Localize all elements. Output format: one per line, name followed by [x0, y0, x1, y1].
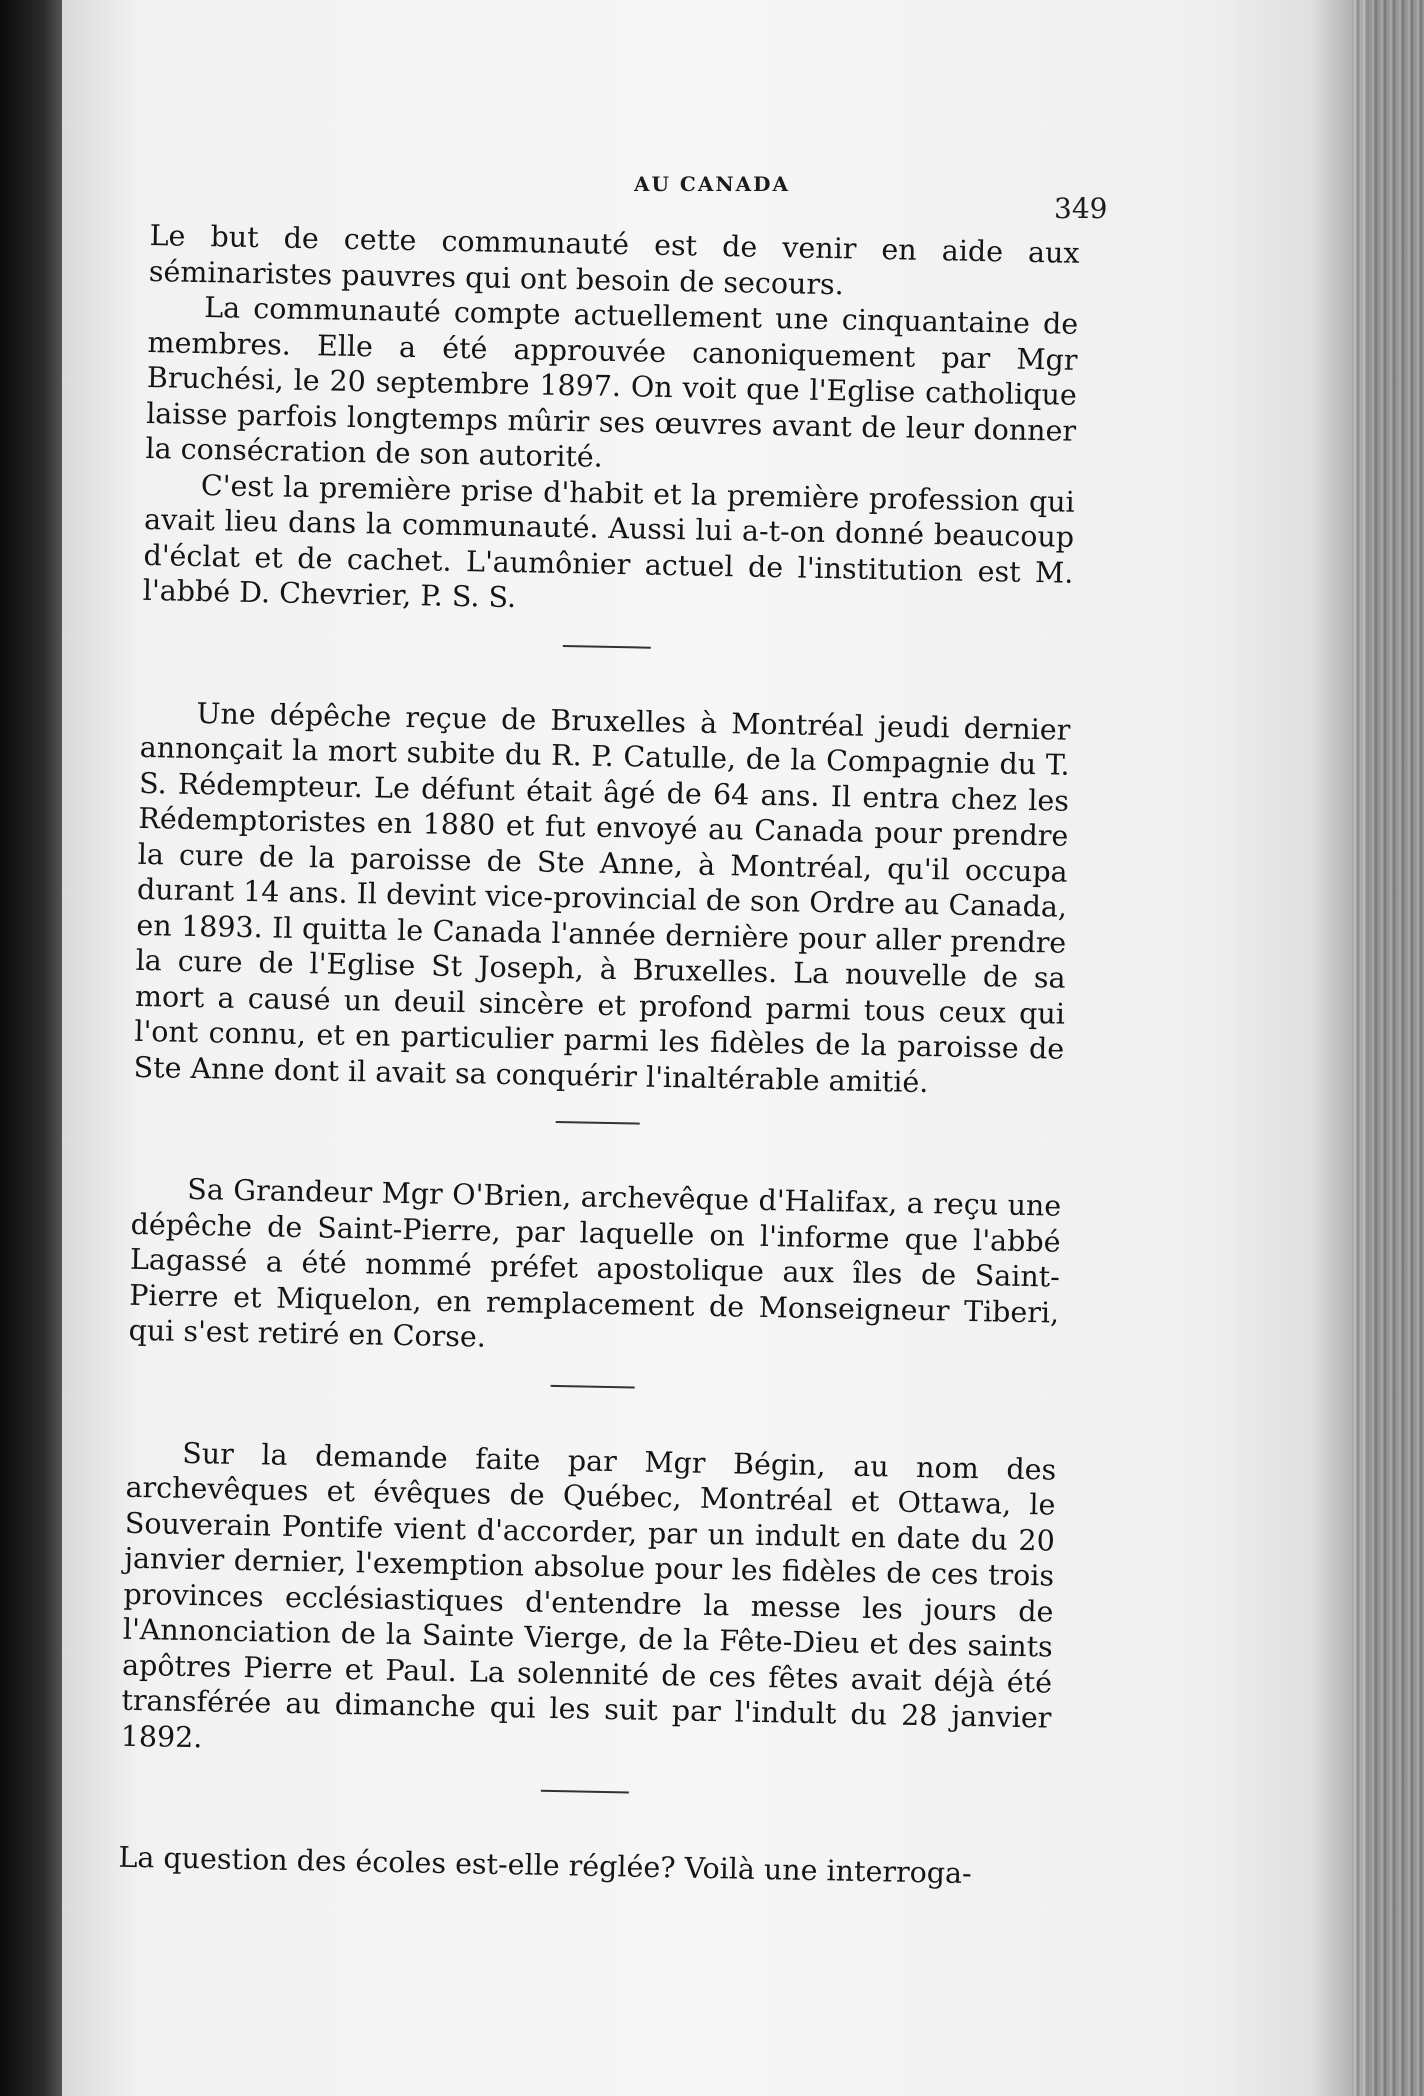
page-curl-shadow [1312, 0, 1352, 2096]
paragraph-2: La communauté compte actuellement une cinquantaine de membres. Elle a été approuvée canoniquement par Mgr Bruchési, le 20 septembre 1897. On voit que l'Eglise catholique laisse parfois longtemps mûrir ses œuvres avant de leur donner la consécration de son autorité. [145, 291, 1079, 474]
paragraph-7: La question des écoles est-elle réglée? Voilà une interroga- [118, 1840, 972, 1891]
paragraph-1: Le but de cette communauté est de venir en aide aux séminaristes pauvres qui ont besoin de secours. [148, 218, 1080, 301]
binding-edge [0, 0, 62, 2096]
running-head: AU CANADA [633, 172, 791, 196]
paragraph-4: Une dépêche reçue de Bruxelles à Montréal jeudi dernier annonçait la mort subite du R. P. Catulle, de la Compagnie du T. S. Rédempteur. Le défunt était âgé de 64 ans. Il entra chez les Rédemptoristes en 1880 et fut envoyé au Canada pour prendre la cure de la paroisse de Ste Anne, à Montréal, qu'il occupa durant 14 ans. Il devint vice-provincial de son Ordre au Canada, en 1893. Il quitta le Canada l'année dernière pour aller prendre la cure de l'Eglise St Joseph, à Bruxelles. La nouvelle de sa mort a causé un deuil sincère et profond parmi tous ceux qui l'ont connu, et en particulier parmi les fidèles de la paroisse de Ste Anne dont il avait sa conquérir l'inaltérable amitié. [133, 696, 1071, 1099]
page-number: 349 [1054, 192, 1108, 225]
section-divider [551, 1384, 635, 1388]
section-divider [563, 645, 651, 649]
paragraph-6: Sur la demande faite par Mgr Bégin, au nom des archevêques et évêques de Québec, Montréal et Ottawa, le Souverain Pontife vient d'accorder, par un indult en date du 20 janvier dernier, l'exemption absolue pour les fidèles de ces trois provinces ecclésiastiques d'entendre la messe les jours de l'Annonciation de la Sainte Vierge, de la Fête-Dieu et des saints apôtres Pierre et Paul. La solennité de ces fêtes avait déjà été transférée au dimanche qui les suit par l'indult du 28 janvier 1892. [120, 1436, 1057, 1754]
section-divider [556, 1121, 640, 1125]
paragraph-3: C'est la première prise d'habit et la première profession qui avait lieu dans la communauté. Aussi lui a-t-on donné beaucoup d'éclat et de cachet. L'aumônier actuel de l'institution est M. l'abbé D. Chevrier, P. S. S. [142, 468, 1076, 615]
paragraph-5: Sa Grandeur Mgr O'Brien, archevêque d'Halifax, a reçu une dépêche de Saint-Pierre, par laquelle on l'informe que l'abbé Lagassé a été nommé préfet apostolique aux îles de Saint-Pierre et Miquelon, en remplacement de Monseigneur Tiberi, qui s'est retiré en Corse. [128, 1172, 1062, 1354]
stacked-page-edges [1352, 0, 1424, 2096]
section-divider [541, 1790, 629, 1794]
body-text [118, 218, 1080, 1893]
